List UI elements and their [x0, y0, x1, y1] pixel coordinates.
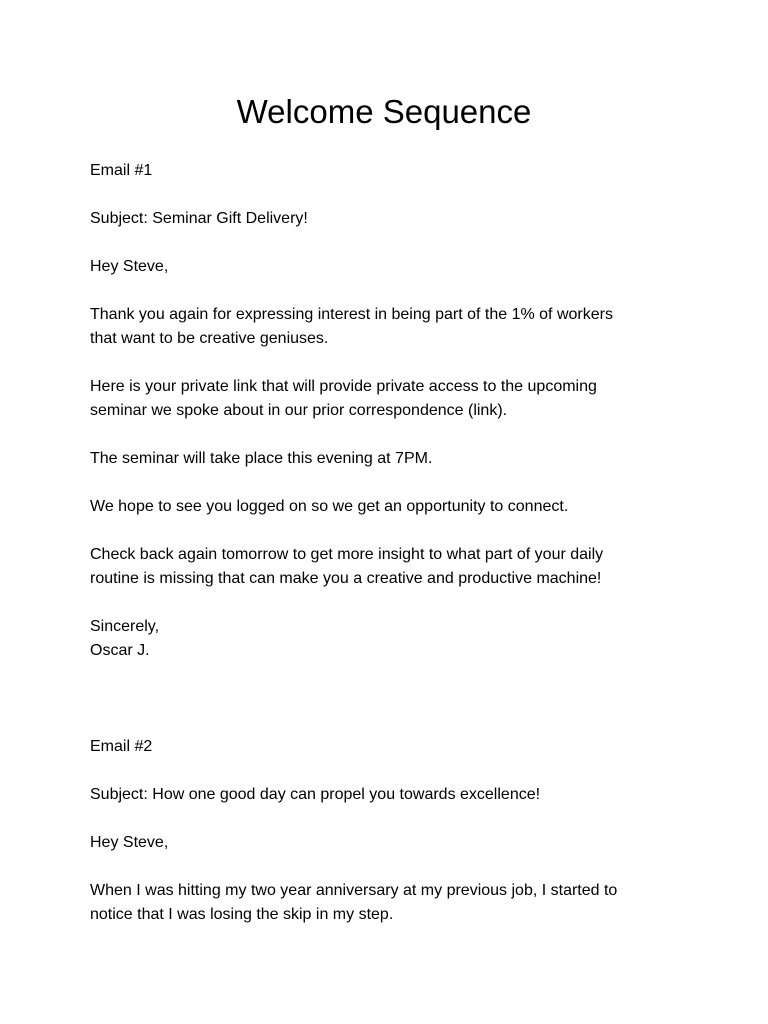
email-2-greeting: Hey Steve,: [90, 834, 169, 851]
email-1-paragraph: We hope to see you logged on so we get an opportunity to connect.: [90, 498, 569, 515]
email-1-label: Email #1: [90, 162, 153, 179]
email-1-paragraph: Check back again tomorrow to get more insight to what part of your daily routine is missing that can make you a creative and productive machine!: [90, 546, 604, 587]
email-1-signoff: Sincerely, Oscar J.: [90, 618, 160, 659]
email-1-subject: Subject: Seminar Gift Delivery!: [90, 210, 308, 227]
document-body: [90, 159, 690, 951]
email-1-paragraph: Thank you again for expressing interest in being part of the 1% of workers that want to be creative geniuses.: [90, 306, 613, 347]
email-1-paragraph: Here is your private link that will provide private access to the upcoming seminar we spoke about in our prior correspondence (link).: [90, 378, 597, 419]
email-1-greeting: Hey Steve,: [90, 258, 169, 275]
email-1-paragraph: The seminar will take place this evening at 7PM.: [90, 450, 433, 467]
email-2-label: Email #2: [90, 738, 153, 755]
email-2-subject: Subject: How one good day can propel you towards excellence!: [90, 786, 541, 803]
email-2-paragraph: When I was hitting my two year anniversary at my previous job, I started to notice that I was losing the skip in my step.: [90, 882, 618, 923]
document-title: Welcome Sequence: [236, 93, 532, 130]
